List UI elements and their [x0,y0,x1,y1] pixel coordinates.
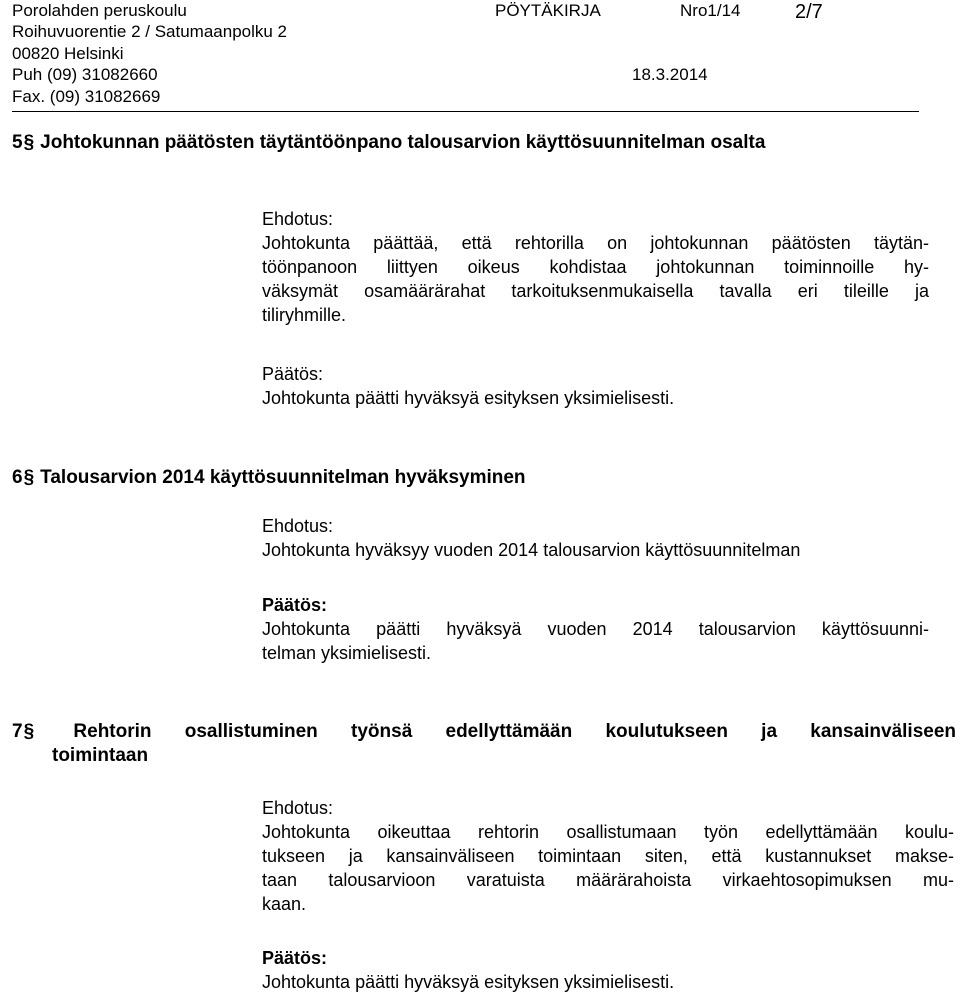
section-heading: Talousarvion 2014 käyttösuunnitelman hyväksyminen [40,467,526,488]
section-7-proposal [262,796,954,916]
org-fax: Fax. (09) 31082669 [12,87,161,106]
section-heading: Johtokunnan päätösten täytäntöönpano talousarvion käyttösuunnitelman osalta [40,132,766,153]
proposal-label: Ehdotus: [262,798,334,818]
document-header [12,0,932,112]
document-date: 18.3.2014 [632,65,708,84]
proposal-line: taan talousarvioon varatuista määrärahoista virkaehtosopimuksen mu- [262,870,954,890]
section-mark: § [23,132,35,153]
proposal-line: töönpanoon liittyen oikeus kohdistaa johtokunnan toiminnoille hy- [262,257,929,277]
proposal-label: Ehdotus: [262,209,334,229]
section-heading-line2: toimintaan [52,745,149,766]
page-number: 2/7 [795,1,823,23]
proposal-line: kaan. [262,894,307,914]
proposal-line: Johtokunta hyväksyy vuoden 2014 talousarvion käyttösuunnitelman [262,540,801,560]
proposal-line: Johtokunta päättää, että rehtorilla on johtokunnan päätösten täytän- [262,233,929,253]
section-number: 7 [12,721,23,742]
org-phone: Puh (09) 31082660 [12,65,158,84]
proposal-line: väksymät osamäärärahat tarkoituksenmukaisella tavalla eri tileille ja [262,281,929,301]
document-type: PÖYTÄKIRJA [495,1,601,20]
section-heading-line1 [12,720,956,744]
section-6-proposal [262,514,952,562]
org-city: 00820 Helsinki [12,44,124,63]
decision-line: telman yksimielisesti. [262,643,432,663]
section-7-decision [262,946,952,994]
org-address: Roihuvuorentie 2 / Satumaanpolku 2 [12,22,288,41]
section-5-decision [262,362,952,410]
decision-line: Johtokunta päätti hyväksyä esityksen yksimielisesti. [262,972,675,992]
section-6-title [12,466,956,490]
section-mark: § [23,467,35,488]
section-5-title [12,131,956,155]
section-heading: Rehtorin osallistuminen työnsä edellyttämään koulutukseen ja kansainväliseen [73,721,957,742]
section-7-title [12,720,956,768]
proposal-line: tukseen ja kansainväliseen toimintaan siten, että kustannukset makse- [262,846,954,866]
section-number: 6 [12,467,23,488]
proposal-line: tiliryhmille. [262,305,347,325]
decision-label: Päätös: [262,364,324,384]
section-number: 5 [12,132,23,153]
section-5-proposal [262,207,929,327]
proposal-line: Johtokunta oikeuttaa rehtorin osallistumaan työn edellyttämään koulu- [262,822,954,842]
decision-label: Päätös: [262,948,328,968]
decision-line: Johtokunta päätti hyväksyä esityksen yksimielisesti. [262,388,675,408]
decision-label: Päätös: [262,595,328,615]
document-number: Nro1/14 [680,1,741,20]
section-6-decision [262,593,929,665]
proposal-label: Ehdotus: [262,516,334,536]
decision-line: Johtokunta päätti hyväksyä vuoden 2014 talousarvion käyttösuunni- [262,619,929,639]
section-mark: § [23,721,35,742]
header-divider [12,111,919,112]
org-name: Porolahden peruskoulu [12,1,187,20]
